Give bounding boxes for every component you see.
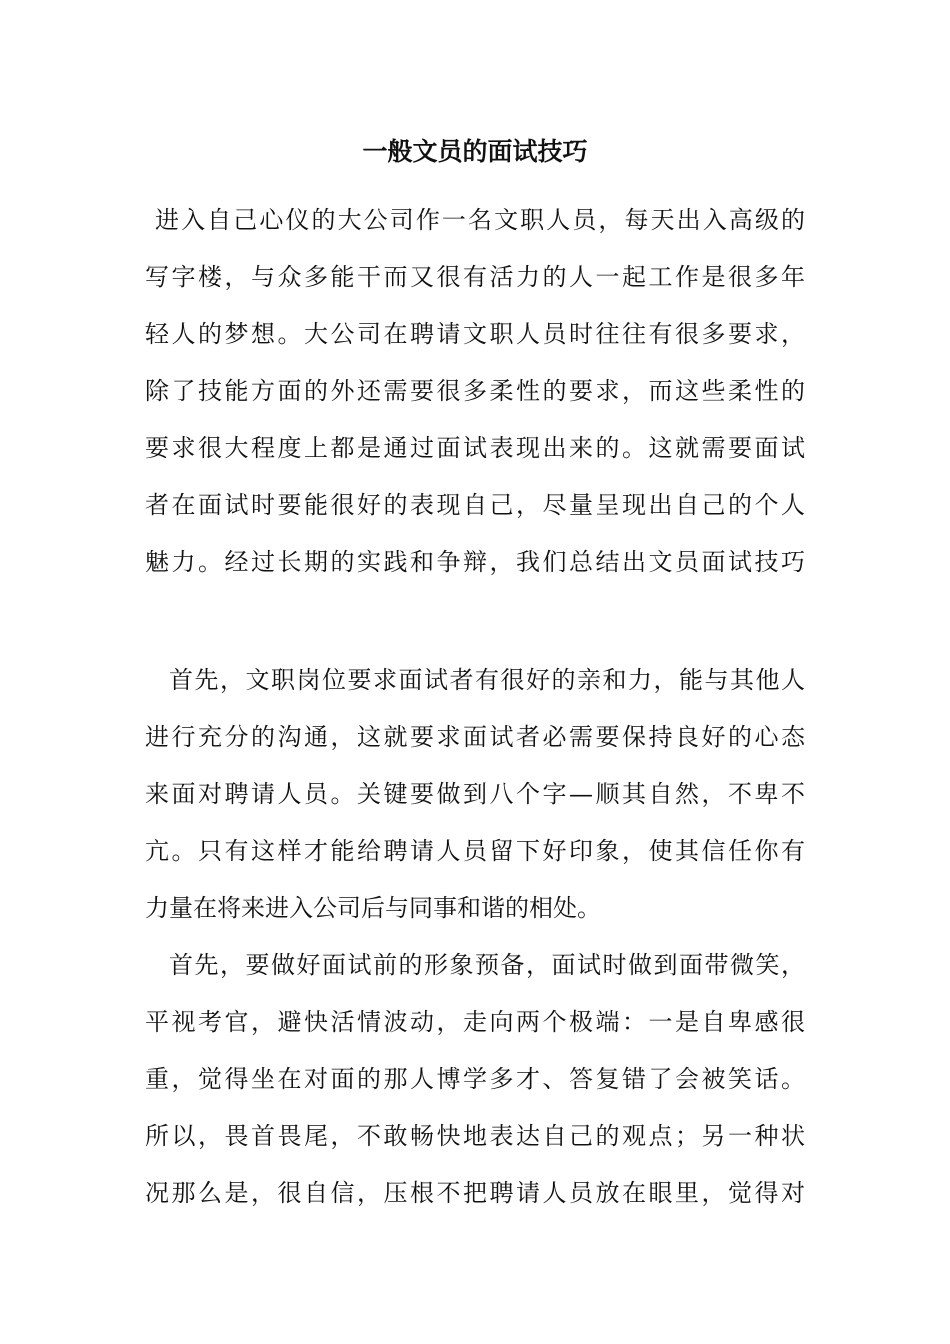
- paragraph-1-line-4: 除了技能方面的外还需要很多柔性的要求，而这些柔性的: [145, 377, 805, 405]
- paragraph-2-line-2: 进行充分的沟通，这就要求面试者必需要保持良好的心态: [145, 723, 805, 751]
- paragraph-2-line-4: 亢。只有这样才能给聘请人员留下好印象，使其信任你有: [145, 837, 805, 865]
- paragraph-1-line-1: 进入自己心仪的大公司作一名文职人员，每天出入高级的: [155, 206, 805, 234]
- paragraph-1-line-5: 要求很大程度上都是通过面试表现出来的。这就需要面试: [145, 434, 805, 462]
- paragraph-3-line-5: 况那么是，很自信，压根不把聘请人员放在眼里，觉得对: [145, 1179, 805, 1207]
- paragraph-3-line-4: 所以，畏首畏尾，不敢畅快地表达自己的观点；另一种状: [145, 1122, 805, 1150]
- paragraph-1-line-7: 魅力。经过长期的实践和争辩，我们总结出文员面试技巧: [145, 548, 805, 576]
- paragraph-3-line-3: 重，觉得坐在对面的那人博学多才、答复错了会被笑话。: [145, 1065, 805, 1093]
- paragraph-3-line-2: 平视考官，避快活情波动，走向两个极端：一是自卑感很: [145, 1008, 805, 1036]
- document-title: 一般文员的面试技巧: [362, 137, 588, 166]
- paragraph-1-line-2: 写字楼，与众多能干而又很有活力的人一起工作是很多年: [145, 263, 805, 291]
- paragraph-2-line-5: 力量在将来进入公司后与同事和谐的相处。: [145, 894, 601, 922]
- paragraph-2-line-1: 首先，文职岗位要求面试者有很好的亲和力，能与其他人: [169, 666, 805, 694]
- paragraph-2-line-3: 来面对聘请人员。关键要做到八个字—顺其自然，不卑不: [145, 780, 805, 808]
- paragraph-1-line-3: 轻人的梦想。大公司在聘请文职人员时往往有很多要求，: [145, 320, 805, 348]
- paragraph-1-line-6: 者在面试时要能很好的表现自己，尽量呈现出自己的个人: [145, 491, 805, 519]
- paragraph-3-line-1: 首先，要做好面试前的形象预备，面试时做到面带微笑，: [169, 951, 805, 979]
